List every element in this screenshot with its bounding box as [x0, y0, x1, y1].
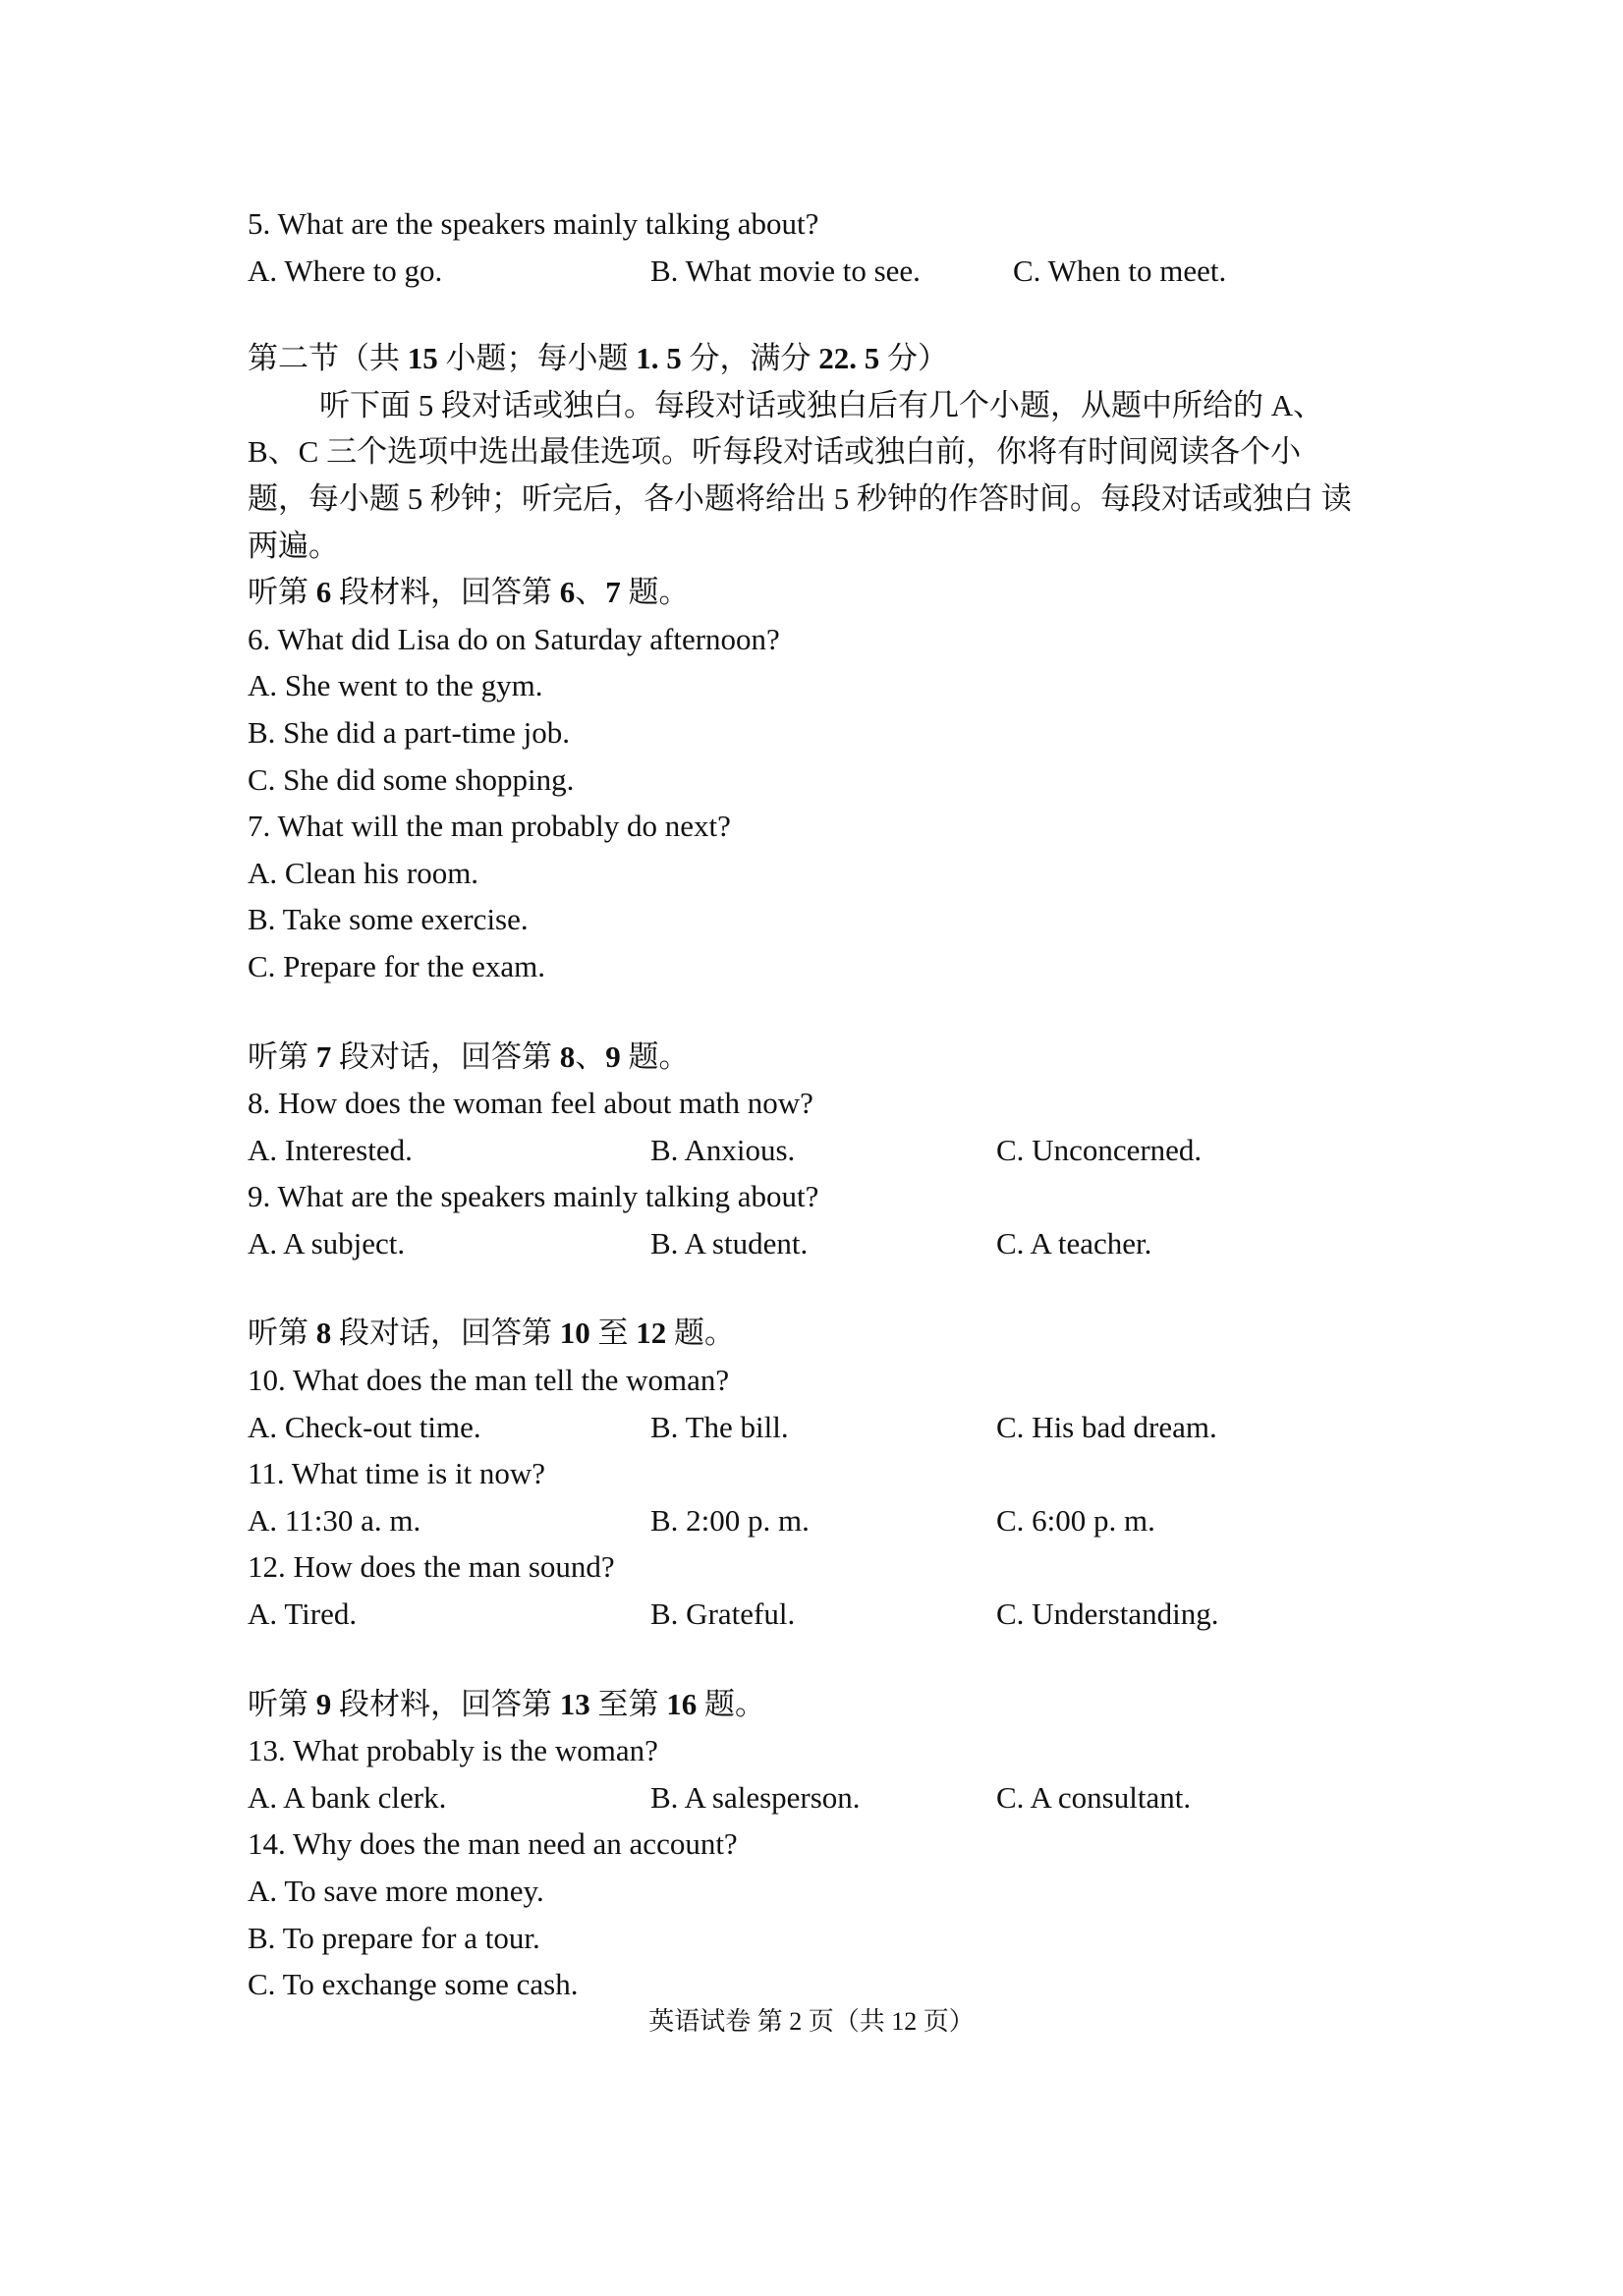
option-c: C. Prepare for the exam. — [248, 948, 545, 983]
spacer — [248, 1638, 1397, 1681]
option-a: A. To save more money. — [248, 1874, 544, 1908]
option-c: C. Understanding. — [996, 1596, 1219, 1632]
question-7: 7. What will the man probably do next? — [248, 809, 731, 844]
question-13: 13. What probably is the woman? — [248, 1733, 658, 1768]
question-12: 12. How does the man sound? — [248, 1549, 615, 1585]
page-footer: 英语试卷 第 2 页（共 12 页） — [648, 2007, 975, 2036]
instructions-line-2: B、C 三个选项中选出最佳选项。听每段对话或独白前，你将有时间阅读各个小 — [248, 434, 1302, 470]
spacer — [248, 294, 1397, 335]
option-c: C. She did some shopping. — [248, 761, 575, 797]
option-b: B. What movie to see. — [650, 252, 921, 288]
option-a: A. Check-out time. — [248, 1409, 481, 1444]
question-6: 6. What did Lisa do on Saturday afternoon? — [248, 621, 780, 656]
question-11-options — [248, 1497, 1397, 1544]
page-content — [248, 200, 1397, 2008]
option-c: C. His bad dream. — [996, 1409, 1217, 1444]
option-b: B. To prepare for a tour. — [248, 1920, 540, 1955]
option-a: A. Clean his room. — [248, 855, 479, 890]
option-a: A. 11:30 a. m. — [248, 1502, 421, 1538]
option-b: B. She did a part-time job. — [248, 714, 571, 750]
option-b: B. The bill. — [650, 1409, 789, 1444]
option-a: A. She went to the gym. — [248, 668, 543, 703]
option-b: B. A student. — [650, 1225, 809, 1260]
question-5-options — [248, 248, 1397, 295]
question-9-options — [248, 1220, 1397, 1267]
part-7-heading: 听第 7 段对话，回答第 8、9 题。 — [248, 1038, 690, 1074]
spacer — [248, 990, 1397, 1034]
option-a: A. Interested. — [248, 1132, 413, 1167]
question-12-options — [248, 1591, 1397, 1638]
option-a: A. Tired. — [248, 1596, 358, 1632]
instructions-line-3: 题，每小题 5 秒钟；听完后，各小题将给出 5 秒钟的作答时间。每段对话或独白 读 — [248, 480, 1352, 516]
question-10: 10. What does the man tell the woman? — [248, 1363, 730, 1398]
part-8-heading: 听第 8 段对话，回答第 10 至 12 题。 — [248, 1316, 735, 1351]
option-b: B. Take some exercise. — [248, 902, 529, 937]
question-9: 9. What are the speakers mainly talking about? — [248, 1179, 819, 1214]
option-c: C. When to meet. — [1013, 252, 1227, 288]
question-14: 14. Why does the man need an account? — [248, 1826, 738, 1862]
instructions-line-1: 听下面 5 段对话或独白。每段对话或独白后有几个小题，从题中所给的 A、 — [319, 387, 1324, 422]
option-b: B. Grateful. — [650, 1596, 796, 1632]
option-c: C. A teacher. — [996, 1225, 1152, 1260]
question-13-options — [248, 1774, 1397, 1821]
option-c: C. A consultant. — [996, 1779, 1192, 1815]
question-8: 8. How does the woman feel about math now? — [248, 1086, 813, 1121]
question-5: 5. What are the speakers mainly talking about? — [248, 206, 819, 241]
option-b: B. Anxious. — [650, 1132, 796, 1167]
option-c: C. 6:00 p. m. — [996, 1502, 1155, 1538]
option-b: B. 2:00 p. m. — [650, 1502, 810, 1538]
section-2-heading: 第二节（共 15 小题；每小题 1. 5 分，满分 22. 5 分） — [248, 341, 948, 376]
part-6-heading: 听第 6 段材料，回答第 6、7 题。 — [248, 575, 690, 610]
option-c: C. To exchange some cash. — [248, 1967, 579, 2002]
question-10-options — [248, 1404, 1397, 1451]
option-c: C. Unconcerned. — [996, 1132, 1203, 1167]
option-a: A. Where to go. — [248, 252, 443, 288]
instructions-line-4: 两遍。 — [248, 528, 339, 563]
option-a: A. A bank clerk. — [248, 1779, 447, 1815]
question-11: 11. What time is it now? — [248, 1456, 546, 1491]
part-9-heading: 听第 9 段材料，回答第 13 至第 16 题。 — [248, 1686, 765, 1721]
option-b: B. A salesperson. — [650, 1779, 861, 1815]
question-8-options — [248, 1127, 1397, 1174]
spacer — [248, 1266, 1397, 1310]
option-a: A. A subject. — [248, 1225, 406, 1260]
